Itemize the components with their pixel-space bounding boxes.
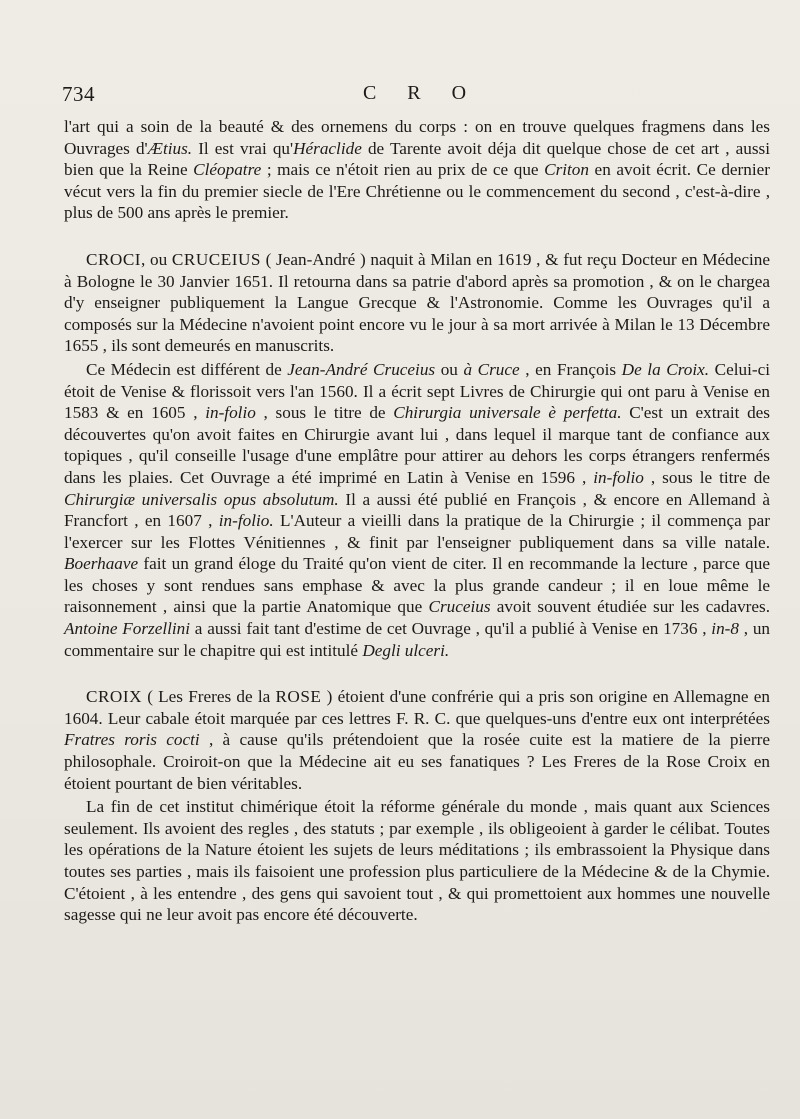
text-run: , un commentaire sur le chapitre qui est intitulé <box>64 619 771 660</box>
italic-run: Criton <box>544 160 589 180</box>
italic-run: Boerhaave <box>64 554 139 574</box>
text-run: ( Jean-André ) naquit à Milan en 1619 , & fut reçu Docteur en Médecine à Bologne le 30 Janvier 1651. Il retourna dans sa patrie d'abord après sa promotion , & on le chargea d'y enseigner publiquement la Langue Grecque & l'Astronomie. Comme les Ouvrages qu'il a composés sur la Médecine n'avoient point encore vu le jour à sa mort arrivée à Milan le 13 Décembre 1655 , ils sont demeurés en manuscrits. <box>64 249 771 356</box>
italic-run: Héraclide <box>293 138 362 158</box>
italic-run: in-folio. <box>218 511 274 531</box>
italic-run: in-folio <box>593 467 644 487</box>
text-run: La fin de cet institut chimérique étoit la réforme générale du monde , mais quant aux Sciences seulement. Ils avoient des regles , des statuts ; par exemple , ils obligeoient à garder le célibat. Toutes les opérations de la Nature étoient les sujets de leurs méditations ; ils embrassoient la Physique dans toutes ses parties , mais ils faisoient une profession plus particuliere de la Médecine & de la Chymie. C'étoient , à les entendre , des gens qui savoient tout , & qui promettoient aux hommes une nouvelle sagesse qui ne leur avoit pas encore été découverte. <box>64 797 770 925</box>
text-run: Il a aussi été publié en François , & encore en Allemand à Francfort , en 1607 , <box>64 489 770 531</box>
text-run: , sous le titre de <box>255 403 394 423</box>
text-run: , en François <box>519 359 622 379</box>
text-run: , sous le titre de <box>643 467 770 487</box>
text-run: ; mais ce n'étoit rien au prix de ce que <box>261 160 545 180</box>
text-run: l'art qui a soin de la beauté & des ornemens du corps : on en trouve quelques fragmens dans les Ouvrages d' <box>64 117 770 158</box>
text-run: C'est un extrait des découvertes qu'on avoit faites en Chirurgie avant lui , dans lequel il marque tant de confiance aux topiques , qu'il conseille l'usage d'une emplâtre pour attirer au dehors les corps étrangers renfermés dans les plaies. Cet Ouvrage a été imprimé en Latin à Venise en 1596 , <box>64 403 770 487</box>
headword: CROCI <box>86 249 142 269</box>
italic-run: De la Croix. <box>621 359 710 379</box>
italic-run: Chirurgiæ universalis opus absolutum. <box>64 489 339 509</box>
running-head: C R O <box>362 82 480 104</box>
italic-run: in-8 <box>711 619 739 639</box>
italic-run: in-folio <box>205 403 256 423</box>
text-run: avoit souvent étudiée sur les cadavres. <box>490 597 771 617</box>
text-run: ou <box>435 359 464 379</box>
paragraph <box>64 359 770 661</box>
body-text <box>64 116 770 926</box>
italic-run: Degli ulceri. <box>362 640 450 660</box>
text-run: Il est vrai qu' <box>192 138 294 158</box>
paragraph <box>64 796 770 926</box>
headword: ROSE <box>275 687 322 707</box>
italic-run: à Cruce <box>463 359 520 379</box>
text-run: a aussi fait tant d'estime de cet Ouvrage , qu'il a publié à Venise en 1736 , <box>190 619 712 639</box>
italic-run: Jean-André Cruceius <box>287 359 436 379</box>
italic-run: Cléopatre <box>193 160 262 180</box>
italic-run: Chirurgia universale è perfetta. <box>393 403 622 423</box>
headword: CRUCEIUS <box>171 249 261 269</box>
text-run: L'Auteur a vieilli dans la pratique de la Chirurgie ; il commença par l'exercer sur les Flottes Vénitiennes , & finit par l'enseigner publiquement dans sa ville natale. <box>64 511 770 552</box>
italic-run: Antoine Forzellini <box>64 619 191 639</box>
page-number: 734 <box>62 82 95 106</box>
paragraph <box>64 116 770 224</box>
text-run: , à cause qu'ils prétendoient que la rosée cuite est la matiere de la pierre philosophale. Croiroit-on que la Médecine ait eu ses fanatiques ? Les Freres de la Rose Croix en étoient pourtant de bien véritables. <box>64 730 770 793</box>
text-run: Ce Médecin est différent de <box>86 359 288 379</box>
paragraph <box>64 249 770 357</box>
paragraph <box>64 686 770 794</box>
headword: CROIX <box>86 687 142 707</box>
text-run: de Tarente avoit déja dit quelque chose de cet art , aussi bien que la Reine <box>64 138 770 180</box>
text-run: en avoit écrit. Ce dernier vécut vers la fin du premier siecle de l'Ere Chrétienne ou le commencement du second , c'est-à-dire , plus de 500 ans après le premier. <box>64 160 770 223</box>
text-run: , ou <box>141 249 172 269</box>
text-run: ) étoient d'une confrérie qui a pris son origine en Allemagne en 1604. Leur cabale étoit marquée par ces lettres F. R. C. que quelques-uns d'entre eux ont interprétées <box>64 687 770 728</box>
italic-run: Ætius. <box>147 138 193 158</box>
page-header <box>58 82 770 112</box>
italic-run: Cruceius <box>428 597 491 617</box>
text-run: ( Les Freres de la <box>141 687 276 707</box>
italic-run: Fratres roris cocti <box>64 730 200 750</box>
text-run: Celui-ci étoit de Venise & florissoit vers l'an 1560. Il a écrit sept Livres de Chirurgie qui ont paru à Venise en 1583 & en 1605 , <box>64 359 770 423</box>
text-run: fait un grand éloge du Traité qu'on vient de citer. Il en recommande la lecture , parce que les choses y sont rendues sans emphase & avec la plus grande candeur ; il en loue même le raisonnement , ainsi que la partie Anatomique que <box>64 554 770 617</box>
